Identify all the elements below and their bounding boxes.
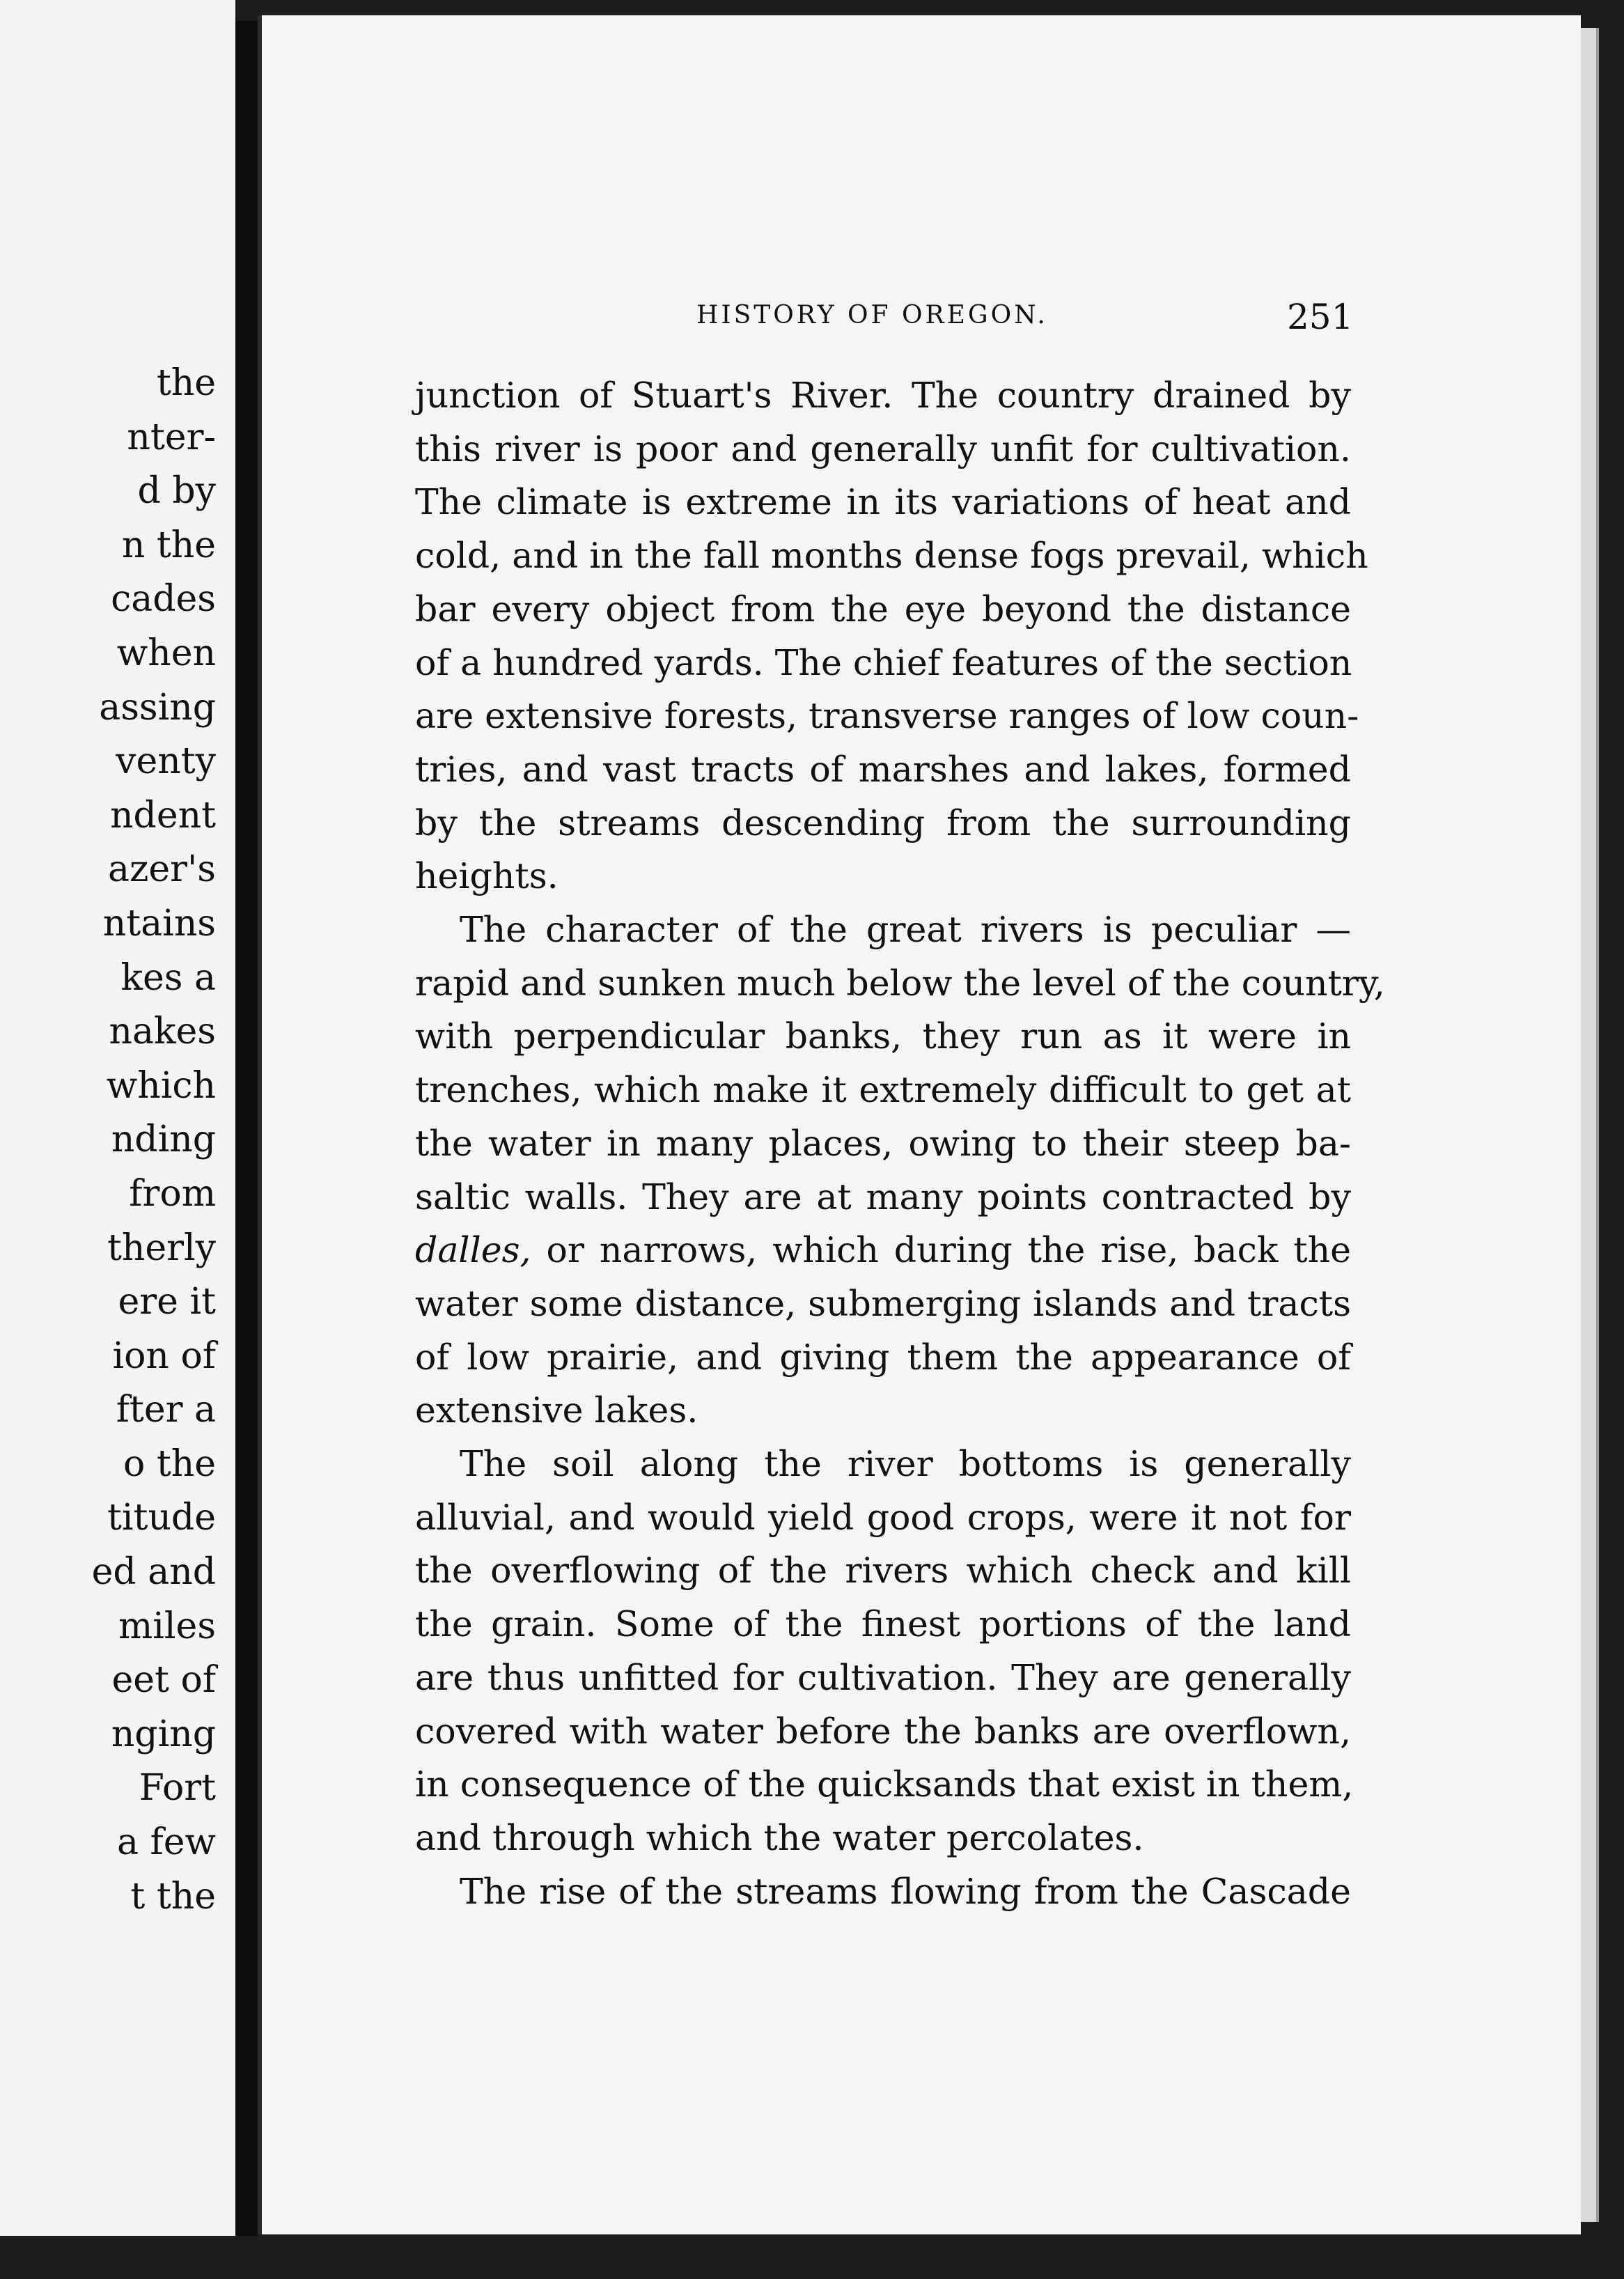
left-line: d by: [137, 470, 216, 513]
text-line: cold, and in the fall months dense fogs prevail, which: [415, 535, 1368, 577]
left-line: a few: [116, 1821, 216, 1864]
text-line: and through which the water percolates.: [415, 1817, 1144, 1858]
running-title: HISTORY OF OREGON.: [696, 301, 1048, 329]
binding-gutter: [235, 21, 258, 2236]
paragraph: [415, 369, 1368, 903]
text-line: junction of Stuart's River. The country drained by: [415, 375, 1351, 416]
left-line: nging: [111, 1713, 216, 1755]
text-line: trenches, which make it extremely difficult to get at: [415, 1069, 1351, 1111]
text-line: saltic walls. They are at many points contracted by: [415, 1176, 1351, 1218]
text-line: of low prairie, and giving them the appearance of: [415, 1336, 1351, 1378]
paragraph: [415, 1438, 1354, 1865]
text-line: are thus unfitted for cultivation. They are generally: [415, 1656, 1351, 1698]
paragraph: [415, 903, 1385, 1438]
left-line: Fort: [139, 1767, 216, 1810]
left-line: nakes: [109, 1011, 216, 1053]
text-line: The character of the great rivers is peculiar —: [460, 909, 1351, 951]
text-line: The soil along the river bottoms is generally: [460, 1443, 1351, 1485]
text-line: are extensive forests, transverse ranges of low coun-: [415, 695, 1359, 737]
text-line: the water in many places, owing to their steep ba-: [415, 1122, 1351, 1164]
text-line: water some distance, submerging islands and tracts: [415, 1282, 1351, 1324]
text-line: in consequence of the quicksands that exist in them,: [415, 1764, 1354, 1805]
left-line: n the: [121, 524, 216, 566]
left-line: cades: [111, 578, 216, 621]
left-line: therly: [107, 1227, 216, 1269]
page-number: 251: [1287, 297, 1354, 337]
left-line: assing: [99, 686, 216, 729]
text-line: [415, 1224, 1351, 1277]
left-line: eet of: [111, 1659, 216, 1702]
paragraph: [415, 1865, 1351, 1919]
text-line: covered with water before the banks are overflown,: [415, 1710, 1351, 1752]
text-line: The climate is extreme in its variations of heat and: [415, 481, 1351, 523]
left-line: miles: [118, 1605, 216, 1647]
left-line: nding: [111, 1119, 216, 1161]
text-line: the overflowing of the rivers which check and kill: [415, 1550, 1351, 1592]
left-line: o the: [123, 1442, 216, 1485]
text-line: rapid and sunken much below the level of the country,: [415, 962, 1385, 1004]
text-line: the grain. Some of the finest portions of the land: [415, 1603, 1351, 1645]
text-line: alluvial, and would yield good crops, were it not for: [415, 1496, 1351, 1538]
text-line: with perpendicular banks, they run as it were in: [415, 1016, 1351, 1057]
text-fragment: or narrows, which during the rise, back the: [546, 1229, 1351, 1271]
left-line: ndent: [110, 794, 216, 837]
page-edge: [1581, 28, 1599, 2222]
left-page-text: [92, 357, 216, 1924]
left-line: venty: [116, 740, 216, 783]
left-line: ion of: [112, 1335, 216, 1377]
text-line: The rise of the streams flowing from the Cascade: [460, 1870, 1351, 1912]
left-line: nter-: [127, 416, 216, 458]
left-line: ntains: [102, 902, 216, 944]
left-line: from: [129, 1172, 216, 1215]
italic-term: dalles,: [415, 1229, 531, 1271]
text-line: heights.: [415, 855, 559, 897]
left-line: azer's: [107, 848, 216, 891]
left-line: ed and: [91, 1551, 216, 1594]
left-line: kes a: [120, 956, 216, 999]
text-line: by the streams descending from the surrounding: [415, 802, 1351, 843]
text-line: of a hundred yards. The chief features of the section: [415, 641, 1352, 683]
left-line: which: [106, 1064, 216, 1107]
left-line: titude: [107, 1497, 216, 1539]
text-line: tries, and vast tracts of marshes and lakes, formed: [415, 748, 1351, 790]
text-line: bar every object from the eye beyond the distance: [415, 588, 1351, 630]
left-line: the: [156, 362, 216, 404]
text-line: this river is poor and generally unfit for cultivation.: [415, 428, 1351, 469]
left-facing-page: [0, 0, 235, 2236]
text-line: extensive lakes.: [415, 1390, 698, 1431]
left-line: when: [116, 632, 216, 674]
left-line: t the: [130, 1875, 216, 1918]
left-line: ere it: [118, 1281, 216, 1323]
left-line: fter a: [116, 1389, 216, 1431]
body-text: [415, 369, 1385, 1918]
